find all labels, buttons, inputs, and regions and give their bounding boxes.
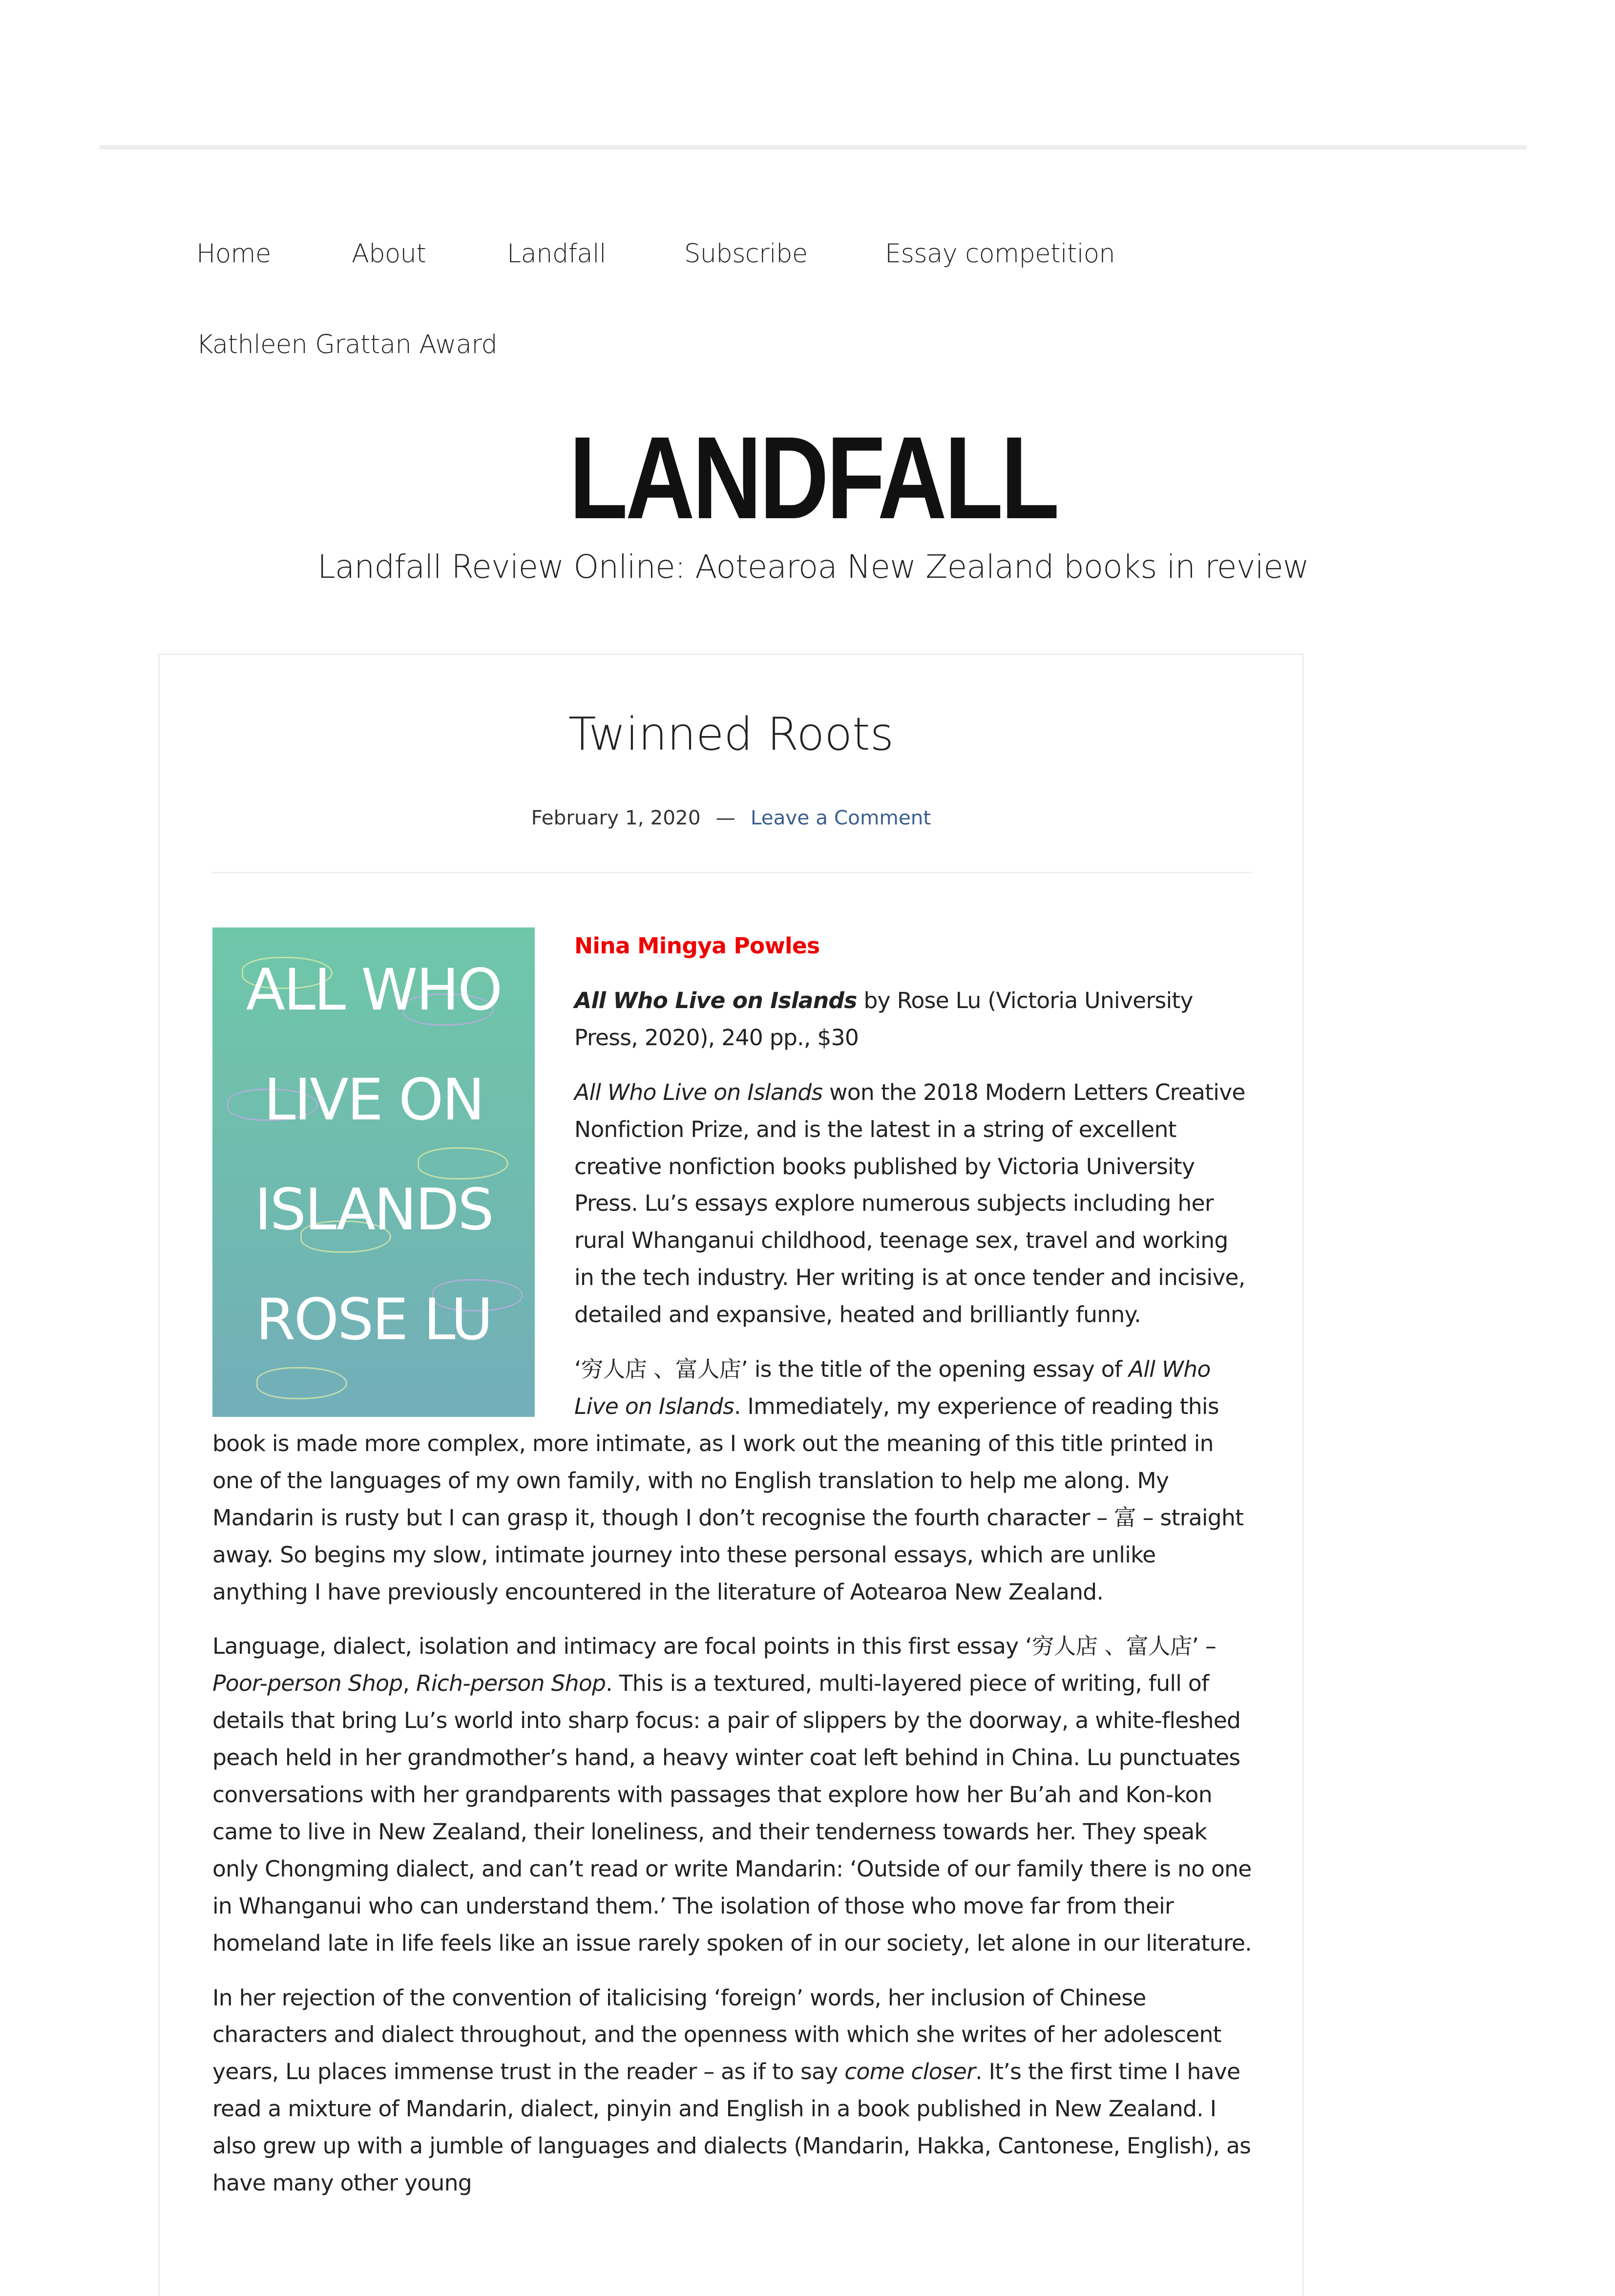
paragraph-text: In her rejection of the convention of italicising ‘foreign’ words, her inclusion of Chinese characters and dialect throughout, and the openness with which she writes of her adolescent years, Lu places immense trust in the reader – as if to say [212, 1984, 1221, 2085]
meta-separator: — [715, 806, 735, 829]
review-author: Nina Mingya Powles [574, 933, 820, 959]
nav-landfall[interactable]: Landfall [507, 239, 607, 269]
book-title-italic: All Who Live on Islands [574, 1079, 823, 1105]
nav-about[interactable]: About [352, 239, 426, 269]
site-logo[interactable]: LANDFALL [569, 412, 1057, 543]
paragraph-text: ‘穷人店 、富人店’ is the title of the opening essay of [574, 1356, 1129, 1383]
nav-home[interactable]: Home [196, 239, 271, 269]
cover-line: ROSE LU [255, 1286, 492, 1353]
cover-line: ISLANDS [254, 1176, 493, 1243]
book-details: by Rose Lu (Victoria University Press, 2020), 240 pp., $30 [574, 987, 1193, 1051]
site-tagline: Landfall Review Online: Aotearoa New Zealand books in review [317, 548, 1309, 586]
italic-text: Poor-person Shop [212, 1670, 403, 1697]
nav-kathleen-grattan-award[interactable]: Kathleen Grattan Award [196, 330, 498, 359]
book-title-italic: All Who Live on Islands [574, 1356, 1211, 1419]
nav-subscribe[interactable]: Subscribe [684, 239, 808, 269]
paragraph [212, 1628, 1253, 1961]
book-cover-image [212, 927, 535, 1417]
paragraph-text: Language, dialect, isolation and intimacy are focal points in this first essay ‘穷人店 、富人店’ – [212, 1633, 1216, 1660]
post-meta [160, 806, 1302, 829]
paragraph-text: . It’s the first time I have read a mixture of Mandarin, dialect, pinyin and English in a book published in New Zealand. I also grew up with a jumble of languages and dialects (Mandarin, Hakka, Cantonese, English), as have many other young [212, 2059, 1251, 2196]
paragraph-text: won the 2018 Modern Letters Creative Nonfiction Prize, and is the latest in a string of excellent creative nonfiction books published by Victoria University Press. Lu’s essays explore numerous subjects including her rural Whanganui childhood, teenage sex, travel and working in the tech industry. Her writing is at once tender and incisive, detailed and expansive, heated and brilliantly funny. [574, 1079, 1245, 1328]
italic-text: come closer [844, 2059, 976, 2085]
nav-essay-competition[interactable]: Essay competition [885, 239, 1115, 269]
leave-comment-link[interactable]: Leave a Comment [750, 806, 931, 829]
paragraph-text: , [402, 1670, 416, 1697]
cover-line: LIVE ON [264, 1066, 483, 1133]
paragraph-text: . Immediately, my experience of reading this book is made more complex, more intimate, as I work out the meaning of this title printed in one of the languages of my own family, with no English translation to help me along. My Mandarin is rusty but I can grasp it, though I don’t recognise the fourth character – 富 – straight away. So begins my slow, intimate journey into these personal essays, which are unlike anything I have previously encountered in the literature of Aotearoa New Zealand. [212, 1393, 1244, 1605]
post-card [158, 653, 1304, 2296]
post-title: Twinned Roots [568, 708, 894, 760]
book-title: All Who Live on Islands [574, 987, 857, 1013]
paragraph [212, 1980, 1253, 2202]
italic-text: Rich-person Shop [416, 1670, 606, 1697]
header-divider [100, 145, 1527, 149]
post-divider [212, 872, 1251, 873]
cover-line: ALL WHO [246, 956, 502, 1023]
post-content [212, 927, 1253, 2219]
post-date: February 1, 2020 [531, 806, 701, 829]
paragraph-text: . This is a textured, multi-layered piece of writing, full of details that bring Lu’s world into sharp focus: a pair of slippers by the doorway, a white-fleshed peach held in her grandmother’s hand, a heavy winter coat left behind in China. Lu punctuates conversations with her grandparents with passages that explore how her Bu’ah and Kon-kon came to live in New Zealand, their loneliness, and their tenderness towards her. They speak only Chongming dialect, and can’t read or write Mandarin: ‘Outside of our family there is no one in Whanganui who can understand them.’ The isolation of those who move far from their homeland late in life feels like an issue rarely spoken of in our society, let alone in our literature. [212, 1670, 1252, 1956]
